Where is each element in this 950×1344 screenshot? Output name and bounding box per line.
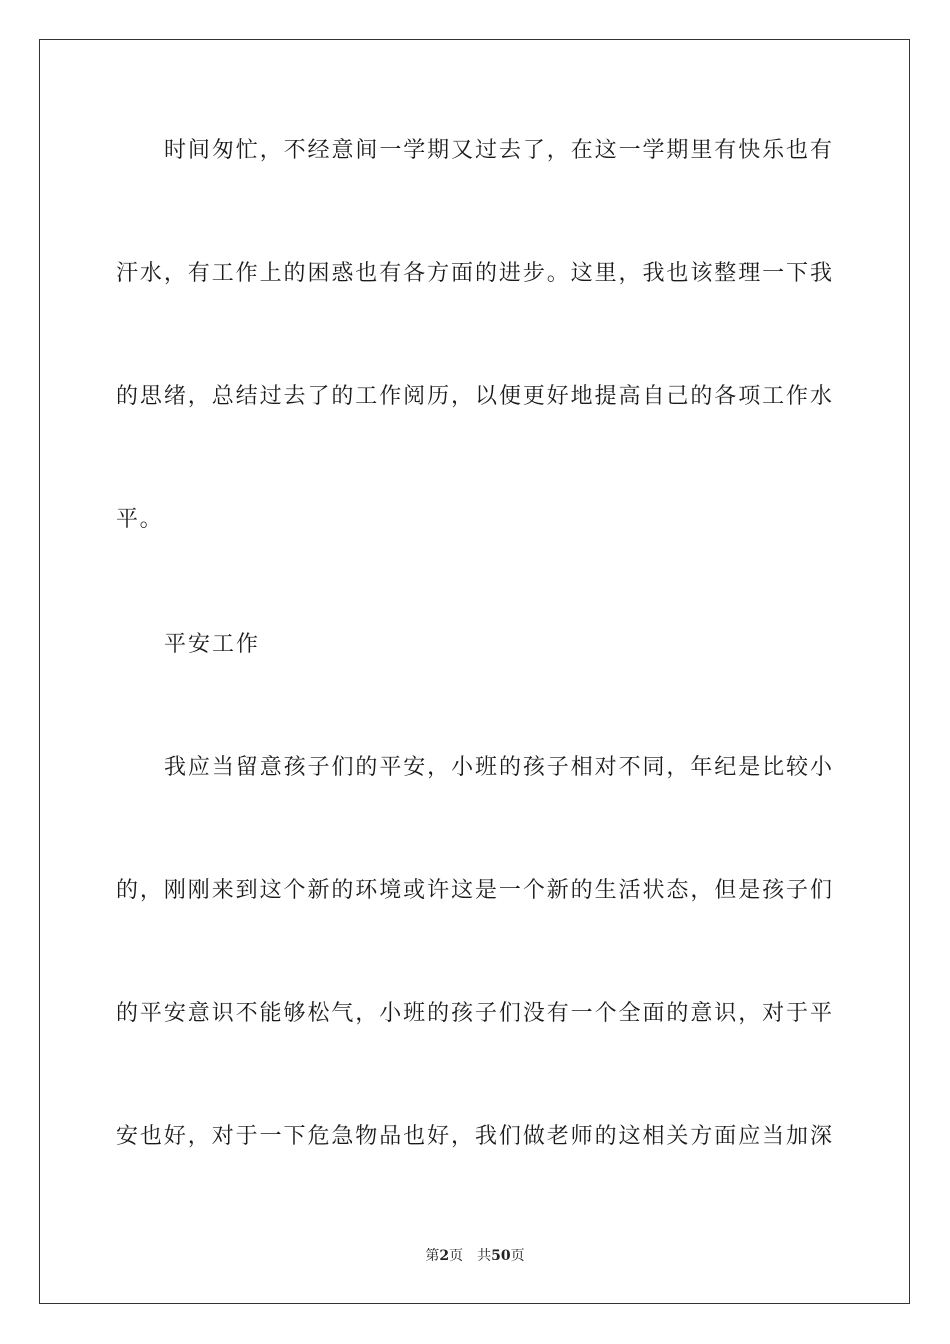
- paragraph-1-line-2: 汗水，有工作上的困惑也有各方面的进步。这里，我也该整理一下我: [116, 261, 832, 286]
- paragraph-2-line-1: 我应当留意孩子们的平安，小班的孩子相对不同，年纪是比较小: [164, 755, 832, 780]
- total-prefix: 共: [477, 1248, 492, 1264]
- total-pages: 50: [491, 1248, 511, 1264]
- page-prefix: 第: [425, 1248, 440, 1264]
- page-border: [39, 39, 910, 1304]
- paragraph-1-line-4: 平。: [116, 507, 164, 532]
- paragraph-1-line-1: 时间匆忙，不经意间一学期又过去了，在这一学期里有快乐也有: [164, 138, 832, 163]
- page-footer: [0, 1247, 950, 1265]
- total-suffix: 页: [510, 1248, 525, 1264]
- paragraph-1-line-3: 的思绪，总结过去了的工作阅历，以便更好地提高自己的各项工作水: [116, 384, 832, 409]
- page-number: 2: [439, 1248, 450, 1264]
- paragraph-2-line-3: 的平安意识不能够松气，小班的孩子们没有一个全面的意识，对于平: [116, 1001, 832, 1026]
- paragraph-2-line-4: 安也好，对于一下危急物品也好，我们做老师的这相关方面应当加深: [116, 1124, 832, 1149]
- page-suffix: 页: [449, 1248, 464, 1264]
- paragraph-2-line-2: 的，刚刚来到这个新的环境或许这是一个新的生活状态，但是孩子们: [116, 878, 832, 903]
- section-heading: 平安工作: [164, 632, 261, 657]
